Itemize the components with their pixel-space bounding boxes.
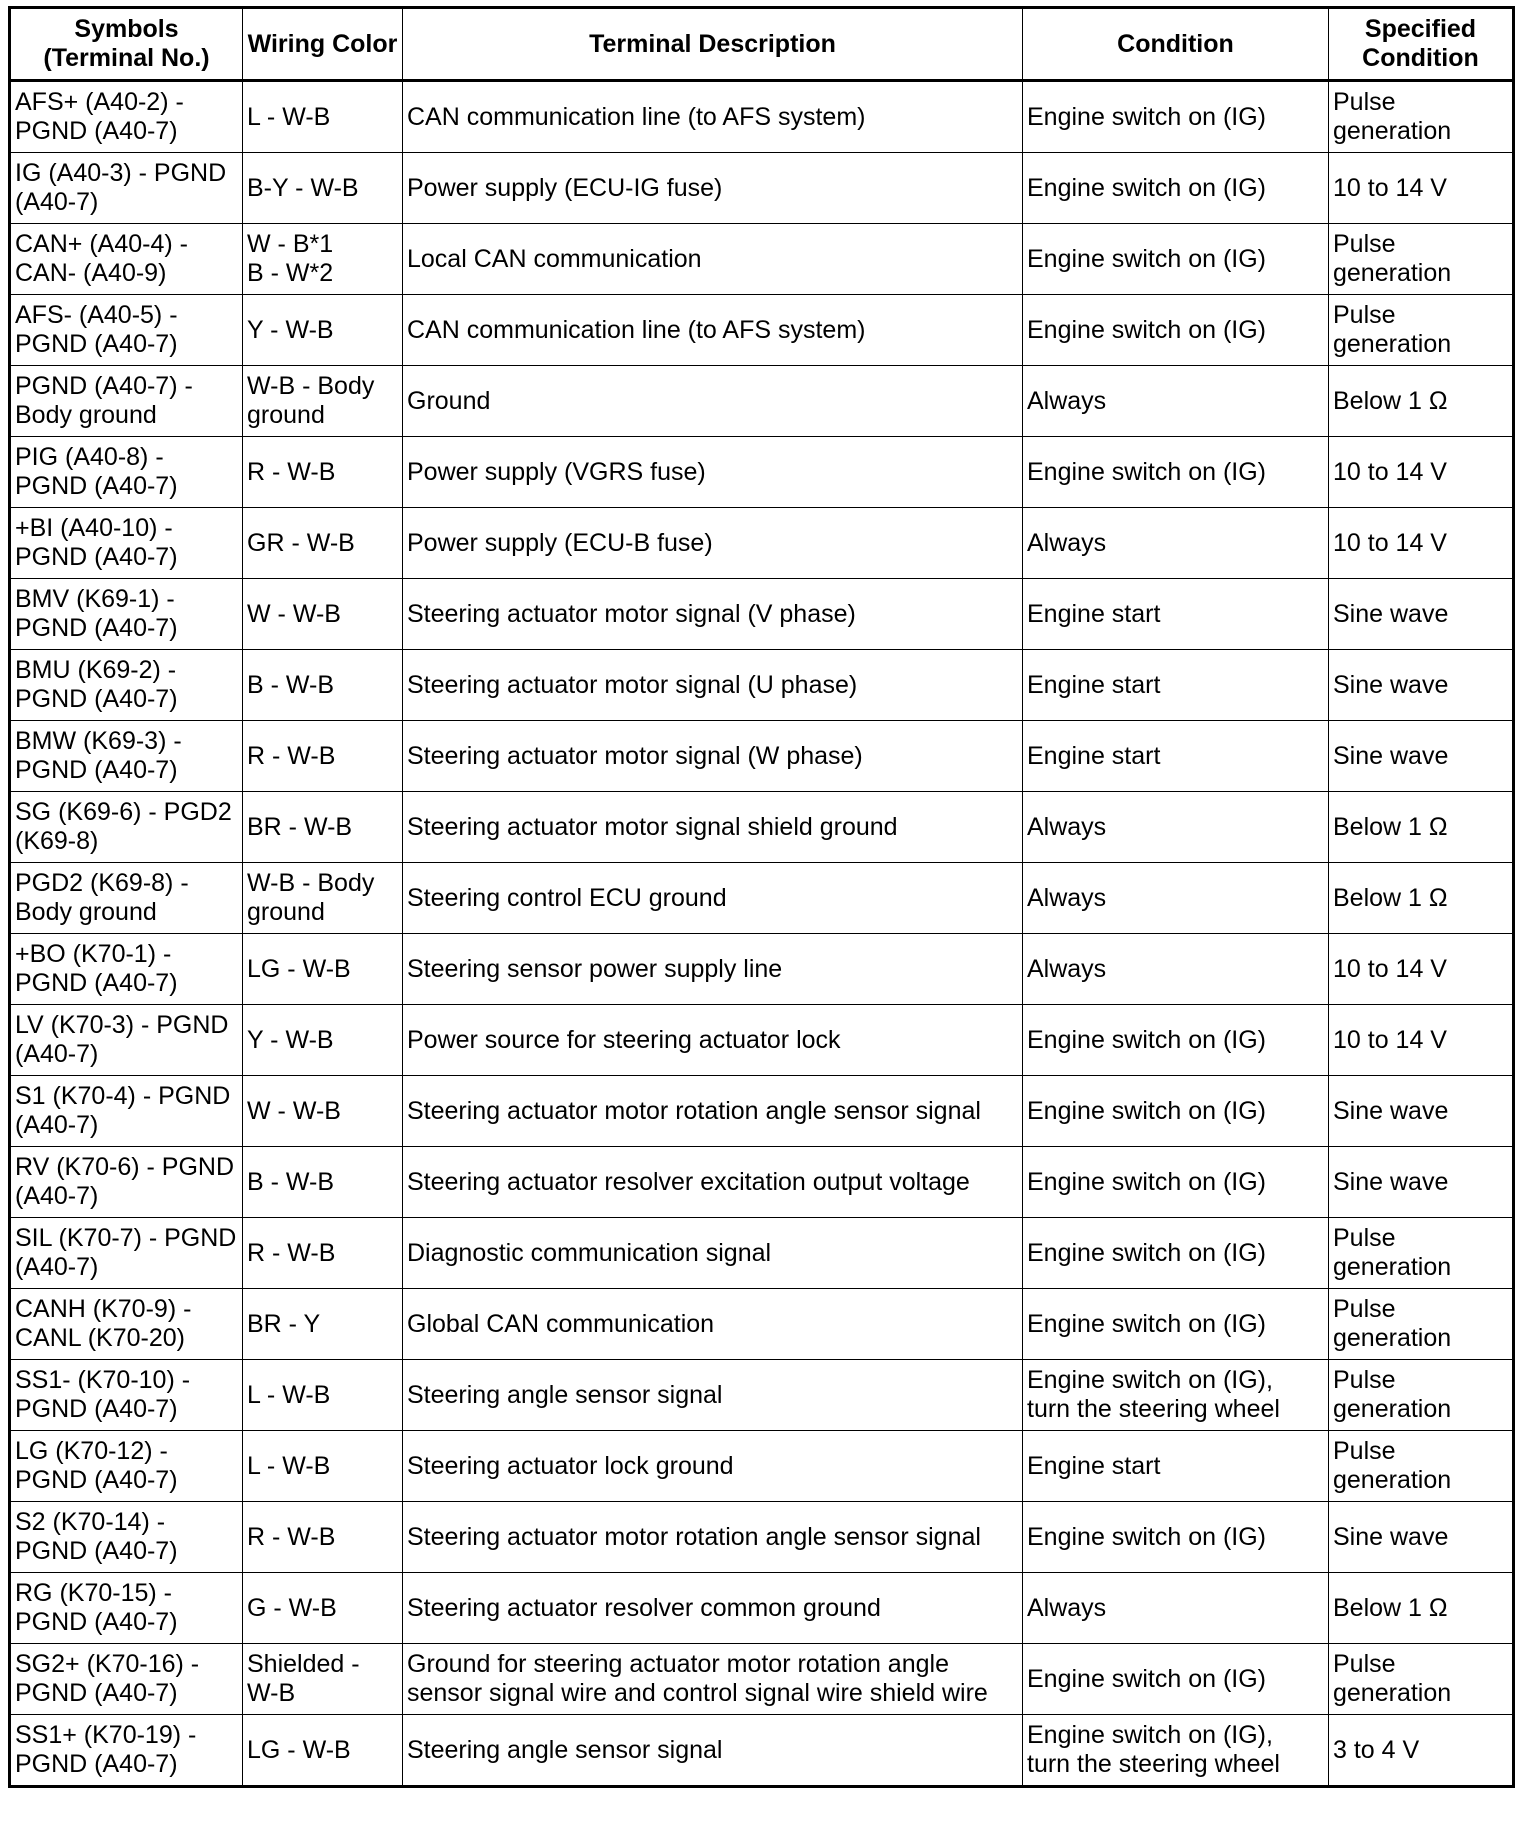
terminal-description-cell: Global CAN communication bbox=[403, 1289, 1023, 1360]
terminal-description-cell: Steering actuator motor rotation angle sensor signal bbox=[403, 1076, 1023, 1147]
terminal-description-cell: Steering actuator motor rotation angle sensor signal bbox=[403, 1502, 1023, 1573]
specified-condition-cell: Pulse generation bbox=[1329, 81, 1514, 153]
condition-cell: Engine switch on (IG), turn the steering wheel bbox=[1023, 1360, 1329, 1431]
table-row bbox=[10, 1147, 1514, 1218]
condition-cell: Engine switch on (IG) bbox=[1023, 1502, 1329, 1573]
symbols-cell: CAN+ (A40-4) - CAN- (A40-9) bbox=[10, 224, 243, 295]
specified-condition-cell: Sine wave bbox=[1329, 1147, 1514, 1218]
specified-condition-cell: Pulse generation bbox=[1329, 1218, 1514, 1289]
specified-condition-cell: Below 1 Ω bbox=[1329, 792, 1514, 863]
header-symbols: Symbols (Terminal No.) bbox=[10, 8, 243, 81]
terminal-description-cell: Power supply (ECU-IG fuse) bbox=[403, 153, 1023, 224]
wiring-color-cell: R - W-B bbox=[243, 1502, 403, 1573]
wiring-color-cell: L - W-B bbox=[243, 1431, 403, 1502]
table-row bbox=[10, 1573, 1514, 1644]
terminal-description-cell: Steering angle sensor signal bbox=[403, 1360, 1023, 1431]
table-row bbox=[10, 650, 1514, 721]
terminal-description-cell: Steering actuator resolver excitation output voltage bbox=[403, 1147, 1023, 1218]
specified-condition-cell: 3 to 4 V bbox=[1329, 1715, 1514, 1787]
wiring-color-cell: LG - W-B bbox=[243, 1715, 403, 1787]
terminal-description-cell: Power source for steering actuator lock bbox=[403, 1005, 1023, 1076]
wiring-color-cell: B - W-B bbox=[243, 1147, 403, 1218]
terminal-description-cell: CAN communication line (to AFS system) bbox=[403, 81, 1023, 153]
table-row bbox=[10, 1076, 1514, 1147]
condition-cell: Engine switch on (IG) bbox=[1023, 1076, 1329, 1147]
symbols-cell: PGND (A40-7) - Body ground bbox=[10, 366, 243, 437]
terminal-description-cell: CAN communication line (to AFS system) bbox=[403, 295, 1023, 366]
condition-cell: Always bbox=[1023, 863, 1329, 934]
condition-cell: Always bbox=[1023, 1573, 1329, 1644]
table-row bbox=[10, 863, 1514, 934]
condition-cell: Engine start bbox=[1023, 579, 1329, 650]
terminal-description-cell: Steering angle sensor signal bbox=[403, 1715, 1023, 1787]
condition-cell: Engine switch on (IG), turn the steering wheel bbox=[1023, 1715, 1329, 1787]
condition-cell: Engine switch on (IG) bbox=[1023, 1218, 1329, 1289]
terminal-description-cell: Steering control ECU ground bbox=[403, 863, 1023, 934]
table-row bbox=[10, 437, 1514, 508]
specified-condition-cell: Sine wave bbox=[1329, 1502, 1514, 1573]
symbols-cell: +BO (K70-1) - PGND (A40-7) bbox=[10, 934, 243, 1005]
symbols-cell: BMV (K69-1) - PGND (A40-7) bbox=[10, 579, 243, 650]
wiring-color-cell: W-B - Body ground bbox=[243, 366, 403, 437]
terminal-description-cell: Steering actuator lock ground bbox=[403, 1431, 1023, 1502]
terminal-description-cell: Ground bbox=[403, 366, 1023, 437]
symbols-cell: PIG (A40-8) - PGND (A40-7) bbox=[10, 437, 243, 508]
condition-cell: Engine switch on (IG) bbox=[1023, 224, 1329, 295]
specified-condition-cell: 10 to 14 V bbox=[1329, 1005, 1514, 1076]
wiring-color-cell: R - W-B bbox=[243, 437, 403, 508]
specified-condition-cell: 10 to 14 V bbox=[1329, 437, 1514, 508]
table-header bbox=[10, 8, 1514, 81]
table-row bbox=[10, 1715, 1514, 1787]
wiring-color-cell: B - W-B bbox=[243, 650, 403, 721]
symbols-cell: SIL (K70-7) - PGND (A40-7) bbox=[10, 1218, 243, 1289]
terminal-description-cell: Steering sensor power supply line bbox=[403, 934, 1023, 1005]
symbols-cell: AFS- (A40-5) - PGND (A40-7) bbox=[10, 295, 243, 366]
specified-condition-cell: Sine wave bbox=[1329, 650, 1514, 721]
specified-condition-cell: Below 1 Ω bbox=[1329, 366, 1514, 437]
symbols-cell: LG (K70-12) - PGND (A40-7) bbox=[10, 1431, 243, 1502]
specified-condition-cell: 10 to 14 V bbox=[1329, 153, 1514, 224]
header-row bbox=[10, 8, 1514, 81]
symbols-cell: BMW (K69-3) - PGND (A40-7) bbox=[10, 721, 243, 792]
terminal-spec-table bbox=[8, 6, 1515, 1788]
table-row bbox=[10, 1218, 1514, 1289]
symbols-cell: LV (K70-3) - PGND (A40-7) bbox=[10, 1005, 243, 1076]
specified-condition-cell: 10 to 14 V bbox=[1329, 508, 1514, 579]
table-row bbox=[10, 366, 1514, 437]
condition-cell: Always bbox=[1023, 934, 1329, 1005]
terminal-description-cell: Steering actuator motor signal (V phase) bbox=[403, 579, 1023, 650]
wiring-color-cell: LG - W-B bbox=[243, 934, 403, 1005]
terminal-description-cell: Steering actuator motor signal shield ground bbox=[403, 792, 1023, 863]
wiring-color-cell: BR - Y bbox=[243, 1289, 403, 1360]
table-row bbox=[10, 1431, 1514, 1502]
header-terminal-description: Terminal Description bbox=[403, 8, 1023, 81]
specified-condition-cell: Pulse generation bbox=[1329, 1360, 1514, 1431]
table-row bbox=[10, 1644, 1514, 1715]
condition-cell: Always bbox=[1023, 366, 1329, 437]
wiring-color-cell: Y - W-B bbox=[243, 295, 403, 366]
condition-cell: Engine switch on (IG) bbox=[1023, 1005, 1329, 1076]
terminal-description-cell: Local CAN communication bbox=[403, 224, 1023, 295]
wiring-color-cell: L - W-B bbox=[243, 81, 403, 153]
specified-condition-cell: Pulse generation bbox=[1329, 295, 1514, 366]
wiring-color-cell: W - W-B bbox=[243, 1076, 403, 1147]
condition-cell: Engine start bbox=[1023, 650, 1329, 721]
wiring-color-cell: BR - W-B bbox=[243, 792, 403, 863]
specified-condition-cell: Sine wave bbox=[1329, 721, 1514, 792]
condition-cell: Engine switch on (IG) bbox=[1023, 295, 1329, 366]
table-row bbox=[10, 721, 1514, 792]
document-page bbox=[8, 6, 1512, 1788]
symbols-cell: S2 (K70-14) - PGND (A40-7) bbox=[10, 1502, 243, 1573]
table-row bbox=[10, 81, 1514, 153]
symbols-cell: RG (K70-15) - PGND (A40-7) bbox=[10, 1573, 243, 1644]
symbols-cell: +BI (A40-10) - PGND (A40-7) bbox=[10, 508, 243, 579]
table-body bbox=[10, 81, 1514, 1787]
symbols-cell: SS1- (K70-10) - PGND (A40-7) bbox=[10, 1360, 243, 1431]
symbols-cell: SS1+ (K70-19) - PGND (A40-7) bbox=[10, 1715, 243, 1787]
specified-condition-cell: Sine wave bbox=[1329, 579, 1514, 650]
condition-cell: Engine start bbox=[1023, 721, 1329, 792]
specified-condition-cell: Pulse generation bbox=[1329, 224, 1514, 295]
symbols-cell: S1 (K70-4) - PGND (A40-7) bbox=[10, 1076, 243, 1147]
terminal-description-cell: Steering actuator motor signal (U phase) bbox=[403, 650, 1023, 721]
symbols-cell: SG (K69-6) - PGD2 (K69-8) bbox=[10, 792, 243, 863]
symbols-cell: AFS+ (A40-2) - PGND (A40-7) bbox=[10, 81, 243, 153]
wiring-color-cell: L - W-B bbox=[243, 1360, 403, 1431]
wiring-color-cell: W-B - Body ground bbox=[243, 863, 403, 934]
wiring-color-cell: GR - W-B bbox=[243, 508, 403, 579]
header-specified-condition: Specified Condition bbox=[1329, 8, 1514, 81]
wiring-color-cell: W - W-B bbox=[243, 579, 403, 650]
condition-cell: Engine switch on (IG) bbox=[1023, 81, 1329, 153]
specified-condition-cell: Pulse generation bbox=[1329, 1289, 1514, 1360]
specified-condition-cell: Below 1 Ω bbox=[1329, 863, 1514, 934]
terminal-description-cell: Power supply (ECU-B fuse) bbox=[403, 508, 1023, 579]
wiring-color-cell: G - W-B bbox=[243, 1573, 403, 1644]
terminal-description-cell: Steering actuator motor signal (W phase) bbox=[403, 721, 1023, 792]
wiring-color-cell: Shielded - W-B bbox=[243, 1644, 403, 1715]
wiring-color-cell: Y - W-B bbox=[243, 1005, 403, 1076]
table-row bbox=[10, 508, 1514, 579]
condition-cell: Engine switch on (IG) bbox=[1023, 1644, 1329, 1715]
table-row bbox=[10, 224, 1514, 295]
symbols-cell: BMU (K69-2) - PGND (A40-7) bbox=[10, 650, 243, 721]
terminal-description-cell: Steering actuator resolver common ground bbox=[403, 1573, 1023, 1644]
table-row bbox=[10, 792, 1514, 863]
table-row bbox=[10, 1360, 1514, 1431]
table-row bbox=[10, 1289, 1514, 1360]
specified-condition-cell: Pulse generation bbox=[1329, 1644, 1514, 1715]
symbols-cell: IG (A40-3) - PGND (A40-7) bbox=[10, 153, 243, 224]
table-row bbox=[10, 295, 1514, 366]
wiring-color-cell: R - W-B bbox=[243, 721, 403, 792]
terminal-description-cell: Power supply (VGRS fuse) bbox=[403, 437, 1023, 508]
symbols-cell: PGD2 (K69-8) - Body ground bbox=[10, 863, 243, 934]
table-row bbox=[10, 579, 1514, 650]
specified-condition-cell: Pulse generation bbox=[1329, 1431, 1514, 1502]
table-row bbox=[10, 153, 1514, 224]
table-row bbox=[10, 1502, 1514, 1573]
wiring-color-cell: R - W-B bbox=[243, 1218, 403, 1289]
specified-condition-cell: Below 1 Ω bbox=[1329, 1573, 1514, 1644]
terminal-description-cell: Diagnostic communication signal bbox=[403, 1218, 1023, 1289]
header-condition: Condition bbox=[1023, 8, 1329, 81]
specified-condition-cell: Sine wave bbox=[1329, 1076, 1514, 1147]
wiring-color-cell: W - B*1 B - W*2 bbox=[243, 224, 403, 295]
terminal-description-cell: Ground for steering actuator motor rotation angle sensor signal wire and control signal wire shield wire bbox=[403, 1644, 1023, 1715]
table-row bbox=[10, 934, 1514, 1005]
symbols-cell: RV (K70-6) - PGND (A40-7) bbox=[10, 1147, 243, 1218]
symbols-cell: CANH (K70-9) - CANL (K70-20) bbox=[10, 1289, 243, 1360]
header-wiring-color: Wiring Color bbox=[243, 8, 403, 81]
condition-cell: Engine switch on (IG) bbox=[1023, 153, 1329, 224]
condition-cell: Engine switch on (IG) bbox=[1023, 437, 1329, 508]
condition-cell: Always bbox=[1023, 792, 1329, 863]
wiring-color-cell: B-Y - W-B bbox=[243, 153, 403, 224]
condition-cell: Engine switch on (IG) bbox=[1023, 1147, 1329, 1218]
symbols-cell: SG2+ (K70-16) - PGND (A40-7) bbox=[10, 1644, 243, 1715]
specified-condition-cell: 10 to 14 V bbox=[1329, 934, 1514, 1005]
condition-cell: Always bbox=[1023, 508, 1329, 579]
condition-cell: Engine start bbox=[1023, 1431, 1329, 1502]
table-row bbox=[10, 1005, 1514, 1076]
condition-cell: Engine switch on (IG) bbox=[1023, 1289, 1329, 1360]
